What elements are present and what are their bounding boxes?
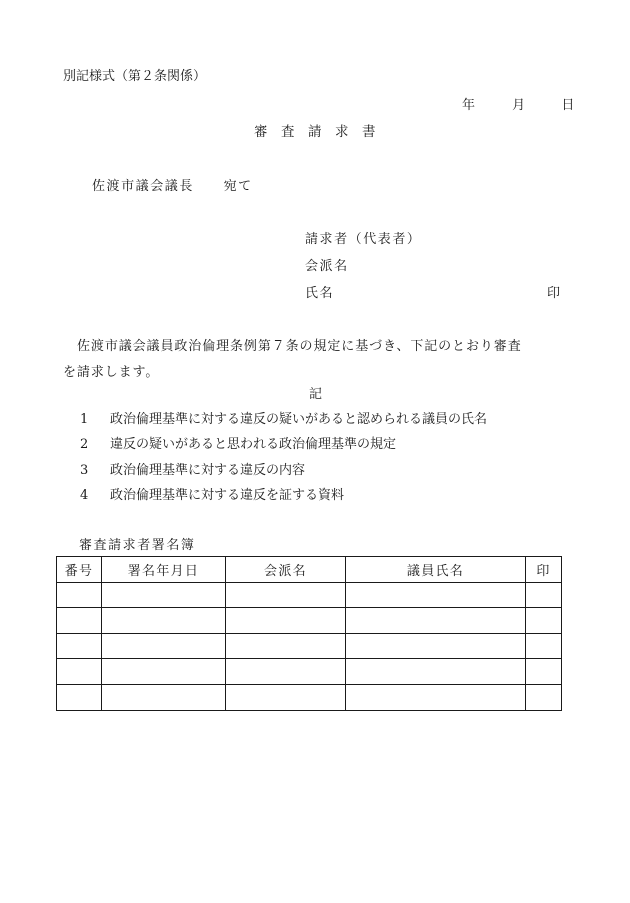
cell-faction[interactable]	[226, 684, 346, 710]
table-row	[57, 608, 562, 634]
list-item	[80, 413, 487, 426]
cell-signature-date[interactable]	[102, 659, 226, 685]
ki-heading: 記	[309, 387, 323, 402]
cell-number[interactable]	[57, 608, 102, 634]
item-number: 1	[80, 412, 89, 427]
cell-signature-date[interactable]	[102, 684, 226, 710]
body-paragraph-line1: 佐渡市議会議員政治倫理条例第７条の規定に基づき、下記のとおり審査	[77, 339, 522, 354]
table-row	[57, 633, 562, 659]
list-item	[80, 489, 344, 502]
table-header-row	[57, 557, 562, 583]
header-number: 番号	[57, 557, 102, 583]
cell-faction[interactable]	[226, 633, 346, 659]
addressee-name: 佐渡市議会議長	[92, 179, 194, 194]
item-text: 違反の疑いがあると思われる政治倫理基準の規定	[110, 437, 397, 452]
date-year-label: 年	[462, 98, 476, 113]
table-row	[57, 659, 562, 685]
cell-seal[interactable]	[526, 582, 562, 608]
document-title: 審 査 請 求 書	[254, 124, 376, 140]
signature-table-caption: 審査請求者署名簿	[79, 538, 196, 553]
header-signature-date: 署名年月日	[102, 557, 226, 583]
item-text: 政治倫理基準に対する違反の疑いがあると認められる議員の氏名	[110, 412, 488, 427]
cell-signature-date[interactable]	[102, 608, 226, 634]
cell-member-name[interactable]	[346, 582, 526, 608]
cell-member-name[interactable]	[346, 608, 526, 634]
signature-table	[56, 556, 562, 711]
requester-seal-mark: 印	[547, 286, 561, 301]
requester-role-label: 請求者（代表者）	[305, 232, 422, 247]
cell-number[interactable]	[57, 684, 102, 710]
cell-seal[interactable]	[526, 608, 562, 634]
addressee-suffix: 宛て	[223, 179, 253, 194]
date-line	[462, 99, 574, 112]
requester-name-label: 氏名	[305, 286, 335, 301]
addressee	[92, 180, 253, 193]
cell-member-name[interactable]	[346, 684, 526, 710]
list-item	[80, 438, 396, 451]
item-number: 2	[80, 437, 89, 452]
item-number: 4	[80, 488, 89, 503]
date-day-label: 日	[561, 98, 575, 113]
header-member-name: 議員氏名	[346, 557, 526, 583]
cell-number[interactable]	[57, 633, 102, 659]
table-row	[57, 582, 562, 608]
cell-member-name[interactable]	[346, 659, 526, 685]
header-seal: 印	[526, 557, 562, 583]
cell-signature-date[interactable]	[102, 633, 226, 659]
cell-faction[interactable]	[226, 582, 346, 608]
body-paragraph-line2: を請求します。	[63, 365, 160, 380]
table-row	[57, 684, 562, 710]
cell-member-name[interactable]	[346, 633, 526, 659]
cell-seal[interactable]	[526, 659, 562, 685]
requester-faction-label: 会派名	[305, 259, 349, 274]
form-reference: 別記様式（第２条関係）	[63, 69, 207, 84]
cell-signature-date[interactable]	[102, 582, 226, 608]
cell-number[interactable]	[57, 659, 102, 685]
header-faction: 会派名	[226, 557, 346, 583]
cell-faction[interactable]	[226, 608, 346, 634]
item-text: 政治倫理基準に対する違反を証する資料	[110, 488, 345, 503]
cell-seal[interactable]	[526, 684, 562, 710]
item-number: 3	[80, 463, 89, 478]
date-month-label: 月	[512, 98, 526, 113]
cell-seal[interactable]	[526, 633, 562, 659]
list-item	[80, 464, 305, 477]
item-text: 政治倫理基準に対する違反の内容	[110, 463, 306, 478]
cell-faction[interactable]	[226, 659, 346, 685]
cell-number[interactable]	[57, 582, 102, 608]
